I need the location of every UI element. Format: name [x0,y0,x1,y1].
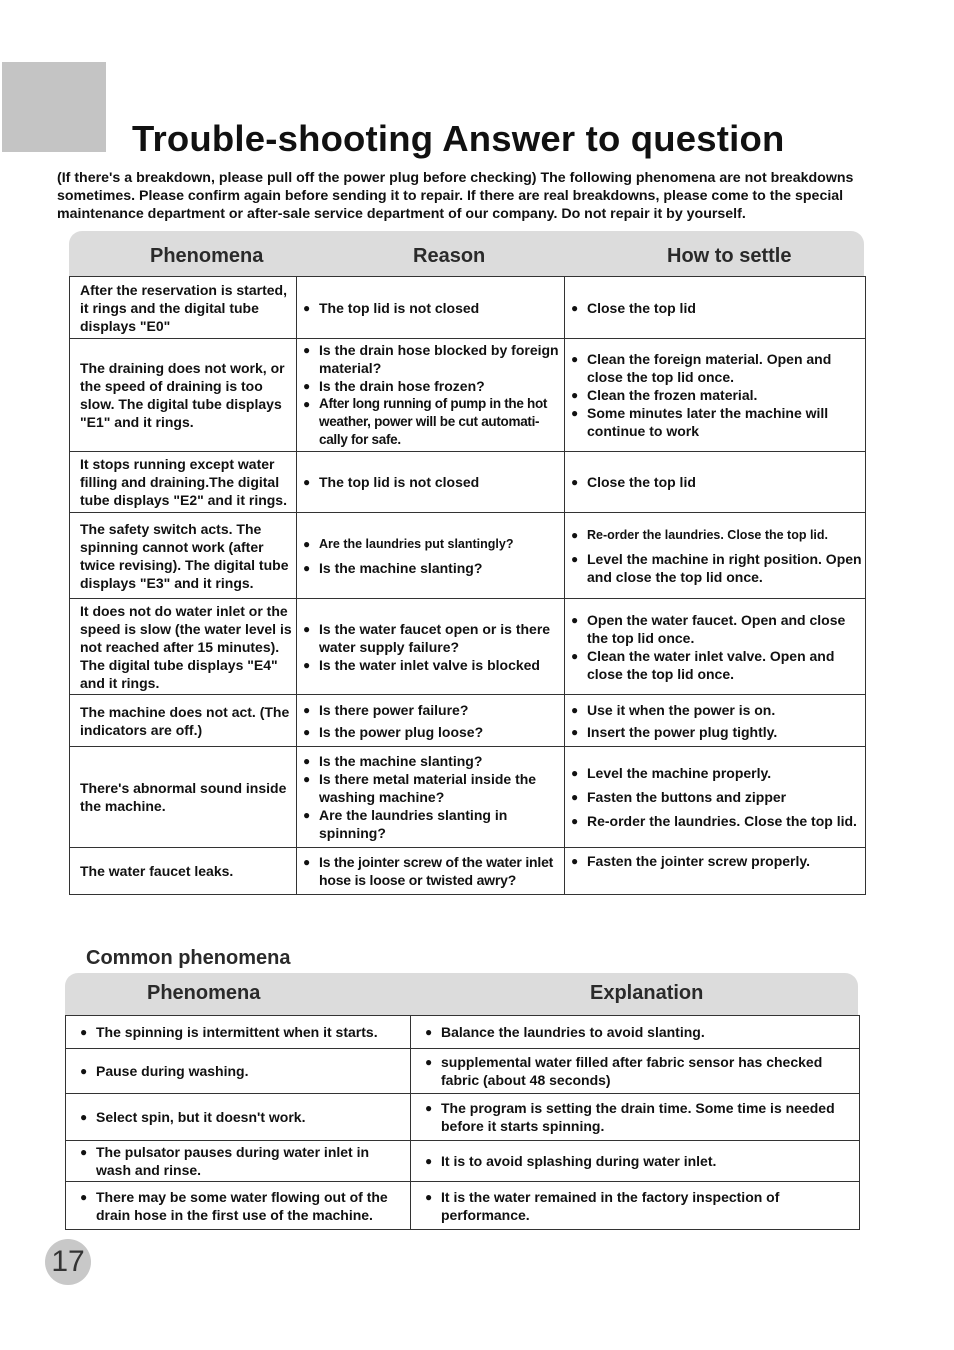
table-row [70,513,866,599]
reason-item: ● After long running of pump in the hot weather, power will be cut automati-cally for safe. [301,395,562,449]
reason-cell [297,599,565,695]
reason-item: ● Is the machine slanting? [301,752,562,770]
reason-item: ● The top lid is not closed [301,299,562,317]
settle-item: ● Close the top lid [569,473,863,491]
settle-item: ● Insert the power plug tightly. [569,723,863,741]
table-row [66,1016,860,1049]
explanation-cell [411,1049,860,1094]
phenomena-cell: After the reservation is started, it rings and the digital tube displays "E0" [70,277,297,339]
settle-cell [565,747,866,848]
explanation-cell [411,1141,860,1182]
reason-cell [297,747,565,848]
table-row [70,848,866,895]
explanation-cell [411,1182,860,1230]
settle-item: ● Fasten the buttons and zipper [569,788,863,806]
settle-cell [565,848,866,895]
reason-item: ● Is the drain hose blocked by foreign material? [301,341,562,377]
settle-cell [565,599,866,695]
table-row [70,339,866,452]
settle-cell [565,513,866,599]
reason-item: ● Are the laundries put slantingly? [301,535,562,553]
phenomena-cell: The machine does not act. (The indicators are off.) [70,695,297,747]
phenomena-cell [66,1182,411,1230]
reason-cell [297,695,565,747]
explanation-item: ● It is the water remained in the factory inspection of performance. [423,1188,855,1224]
table-row [66,1182,860,1230]
settle-item: ● Clean the water inlet valve. Open and close the top lid once. [569,647,863,683]
table-row [70,599,866,695]
corner-decoration [2,62,106,152]
common-table-header [65,973,858,1015]
header-explanation: Explanation [590,982,704,1004]
reason-item: ● Is the jointer screw of the water inlet hose is loose or twisted awry? [301,853,562,889]
reason-item: ● Is there power failure? [301,701,562,719]
explanation-item: ● supplemental water filled after fabric sensor has checked fabric (about 48 seconds) [423,1053,855,1089]
table-row [66,1094,860,1141]
phenomena-cell [66,1094,411,1141]
settle-item: ● Fasten the jointer screw properly. [569,852,863,870]
settle-item: ● Level the machine properly. [569,764,863,782]
phenomena-cell: It does not do water inlet or the speed is slow (the water level is not reached after 15 minutes). The digital tube displays "E4" and it rings. [70,599,297,695]
reason-item: ● Is the drain hose frozen? [301,377,562,395]
reason-cell [297,339,565,452]
settle-item: ● Open the water faucet. Open and close the top lid once. [569,611,863,647]
settle-cell [565,277,866,339]
phenomena-cell [66,1049,411,1094]
reason-item: ● Is the water faucet open or is there water supply failure? [301,620,562,656]
phenomena-cell: It stops running except water filling and draining.The digital tube displays "E2" and it rings. [70,452,297,513]
settle-cell [565,452,866,513]
table-row [70,452,866,513]
header-reason: Reason [413,245,486,267]
header-how-to-settle: How to settle [667,245,792,267]
intro-text: (If there's a breakdown, please pull off the power plug before checking) The following phenomena are not breakdowns sometimes. Please confirm again before sending it to repair. If there are real breakdowns, please come to the special maintenance department or after-sale service department of our company. Do not repair it by yourself. [57,170,854,222]
explanation-item: ● The program is setting the drain time. Some time is needed before it starts spinning. [423,1099,855,1135]
common-phenomena-title: Common phenomena [86,947,291,969]
reason-item: ● Is there metal material inside the washing machine? [301,770,562,806]
header-phenomena: Phenomena [150,245,264,267]
phenomena-cell [66,1016,411,1049]
settle-item: ● Level the machine in right position. Open and close the top lid once. [569,550,863,586]
phenomena-item: ● The spinning is intermittent when it starts. [78,1023,406,1041]
reason-item: ● Is the power plug loose? [301,723,562,741]
table-row [66,1049,860,1094]
phenomena-cell [66,1141,411,1182]
page-number: 17 [45,1239,91,1285]
explanation-item: ● Balance the laundries to avoid slanting. [423,1023,855,1041]
settle-item: ● Close the top lid [569,299,863,317]
header-phenomena: Phenomena [147,982,261,1004]
settle-item: ● Re-order the laundries. Close the top lid. [569,812,863,830]
settle-item: ● Re-order the laundries. Close the top lid. [569,526,863,544]
trouble-table [69,276,866,895]
explanation-item: ● It is to avoid splashing during water inlet. [423,1152,855,1170]
settle-item: ● Some minutes later the machine will continue to work [569,404,863,440]
phenomena-cell: The water faucet leaks. [70,848,297,895]
reason-item: ● Is the machine slanting? [301,559,562,577]
reason-cell [297,452,565,513]
page-title: Trouble-shooting Answer to question [132,118,785,159]
settle-cell [565,695,866,747]
reason-item: ● Is the water inlet valve is blocked [301,656,562,674]
phenomena-cell: There's abnormal sound inside the machine. [70,747,297,848]
settle-item: ● Use it when the power is on. [569,701,863,719]
phenomena-item: ● Select spin, but it doesn't work. [78,1108,406,1126]
trouble-table-header [69,231,864,277]
explanation-cell [411,1016,860,1049]
table-row [70,747,866,848]
reason-item: ● Are the laundries slanting in spinning? [301,806,562,842]
reason-cell [297,513,565,599]
phenomena-item: ● The pulsator pauses during water inlet in wash and rinse. [78,1143,406,1179]
table-row [66,1141,860,1182]
phenomena-cell: The draining does not work, or the speed of draining is too slow. The digital tube displays "E1" and it rings. [70,339,297,452]
phenomena-item: ● There may be some water flowing out of the drain hose in the first use of the machine. [78,1188,406,1224]
phenomena-cell: The safety switch acts. The spinning cannot work (after twice revising). The digital tube displays "E3" and it rings. [70,513,297,599]
reason-cell [297,848,565,895]
explanation-cell [411,1094,860,1141]
settle-cell [565,339,866,452]
settle-item: ● Clean the foreign material. Open and close the top lid once. [569,350,863,386]
phenomena-item: ● Pause during washing. [78,1062,406,1080]
table-row [70,277,866,339]
common-table [65,1015,860,1230]
settle-item: ● Clean the frozen material. [569,386,863,404]
table-row [70,695,866,747]
reason-item: ● The top lid is not closed [301,473,562,491]
reason-cell [297,277,565,339]
